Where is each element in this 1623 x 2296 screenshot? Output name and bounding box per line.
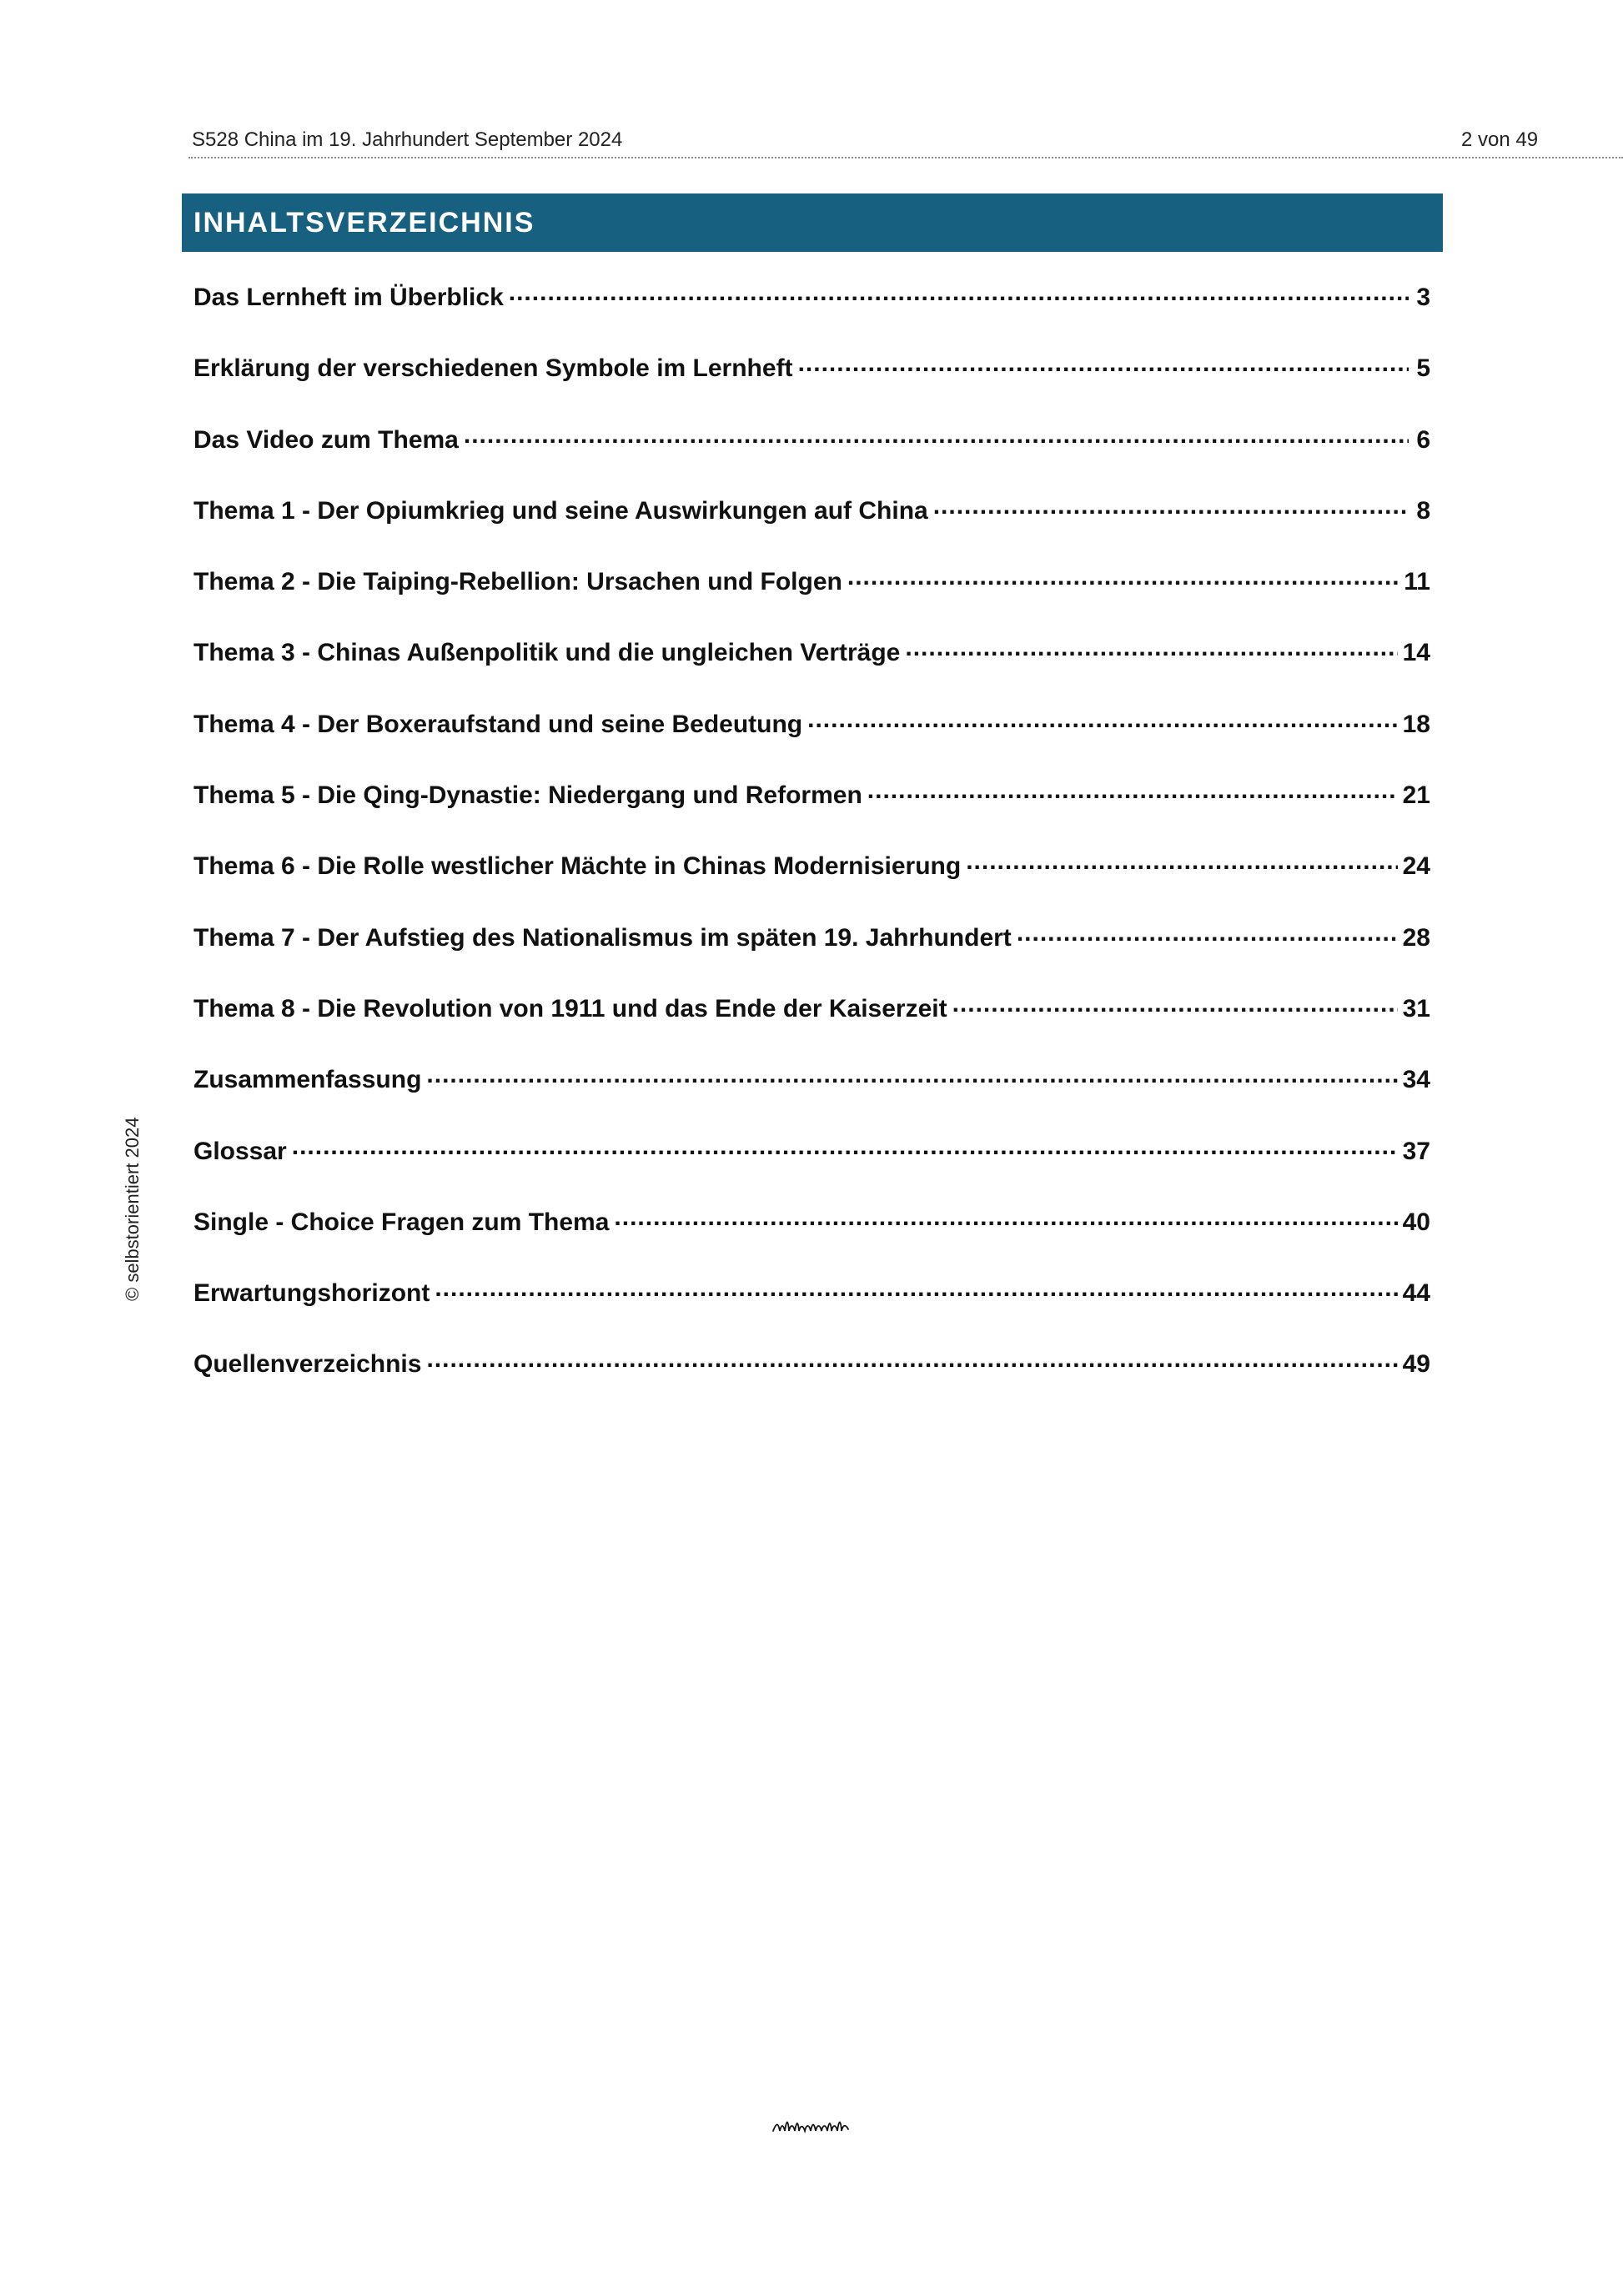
toc-entry[interactable]: [193, 1134, 1430, 1205]
toc-entry-page: 49: [1402, 1350, 1430, 1379]
page-indicator: 2 von 49: [1461, 128, 1539, 151]
dot-leader: [847, 565, 1399, 590]
copyright-notice: © selbstorientiert 2024: [122, 1117, 143, 1301]
toc-entry[interactable]: [193, 423, 1430, 494]
toc-entry[interactable]: [193, 1347, 1430, 1418]
toc-entry[interactable]: [193, 992, 1430, 1063]
toc-entry-title: Quellenverzeichnis: [193, 1350, 422, 1379]
toc-entry-page: 6: [1416, 425, 1430, 454]
toc-entry-title: Thema 5 - Die Qing-Dynastie: Niedergang und Reformen: [193, 781, 862, 810]
toc-entry-title: Thema 1 - Der Opiumkrieg und seine Auswirkungen auf China: [193, 496, 928, 525]
toc-entry-title: Erklärung der verschiedenen Symbole im Lernheft: [193, 354, 793, 383]
document-title: S528 China im 19. Jahrhundert September 2024: [192, 128, 623, 151]
toc-entry-title: Thema 8 - Die Revolution von 1911 und das Ende der Kaiserzeit: [193, 994, 947, 1022]
dot-leader: [905, 636, 1397, 661]
toc-entry-page: 5: [1416, 354, 1430, 383]
toc-entry-title: Erwartungshorizont: [193, 1279, 430, 1308]
dot-leader: [966, 849, 1397, 874]
dot-leader: [426, 1347, 1397, 1372]
toc-entry[interactable]: [193, 351, 1430, 422]
toc-entry[interactable]: [193, 921, 1430, 992]
dot-leader: [426, 1063, 1397, 1088]
toc-entry-page: 11: [1404, 568, 1430, 596]
toc-heading: INHALTSVERZEICHNIS: [193, 206, 535, 239]
toc-entry-page: 14: [1402, 639, 1430, 667]
toc-entry-page: 3: [1416, 284, 1430, 311]
toc-entry-page: 40: [1402, 1208, 1430, 1236]
toc-entry-page: 34: [1402, 1066, 1430, 1094]
dot-leader: [807, 707, 1398, 732]
toc-entry-title: Das Lernheft im Überblick: [193, 284, 504, 311]
toc-heading-bar: [182, 193, 1443, 252]
dot-leader: [952, 992, 1398, 1017]
selbstorientiert-logo: [770, 2114, 853, 2139]
toc-entry-page: 31: [1402, 994, 1430, 1022]
toc-entry-title: Thema 7 - Der Aufstieg des Nationalismus im späten 19. Jahrhundert: [193, 923, 1012, 952]
dot-leader: [509, 280, 1409, 305]
running-header: [188, 125, 1623, 158]
toc-entry-title: Single - Choice Fragen zum Thema: [193, 1208, 610, 1236]
toc-entry[interactable]: [193, 494, 1430, 565]
dot-leader: [798, 351, 1409, 376]
toc-entry-title: Zusammenfassung: [193, 1066, 422, 1094]
toc-entry[interactable]: [193, 1063, 1430, 1133]
toc-entry-page: 37: [1402, 1137, 1430, 1165]
toc-entry-page: 28: [1402, 923, 1430, 952]
toc-entry[interactable]: [193, 849, 1430, 920]
dot-leader: [1017, 921, 1398, 946]
dot-leader: [933, 494, 1409, 519]
dot-leader: [614, 1205, 1397, 1230]
toc-entry-title: Thema 4 - Der Boxeraufstand und seine Bedeutung: [193, 710, 803, 738]
toc-entry-title: Thema 6 - Die Rolle westlicher Mächte in Chinas Modernisierung: [193, 852, 962, 881]
dot-leader: [292, 1134, 1398, 1159]
toc-entry-page: 24: [1402, 852, 1430, 881]
toc-entry-title: Glossar: [193, 1137, 287, 1165]
toc-entry-title: Das Video zum Thema: [193, 425, 459, 454]
toc-entry-page: 44: [1402, 1279, 1430, 1308]
dot-leader: [435, 1276, 1397, 1301]
dot-leader: [867, 778, 1398, 803]
toc-entry[interactable]: [193, 778, 1430, 849]
toc-entry-page: 21: [1402, 781, 1430, 810]
toc-entry[interactable]: [193, 707, 1430, 778]
dot-leader: [464, 423, 1409, 448]
toc-entry-title: Thema 3 - Chinas Außenpolitik und die ungleichen Verträge: [193, 639, 901, 667]
toc-entry[interactable]: [193, 1205, 1430, 1276]
toc-entry-page: 8: [1416, 496, 1430, 525]
toc-entry[interactable]: [193, 280, 1430, 351]
toc-entry[interactable]: [193, 565, 1430, 636]
toc-entry-page: 18: [1402, 710, 1430, 738]
toc-entry-title: Thema 2 - Die Taiping-Rebellion: Ursachen und Folgen: [193, 568, 842, 596]
toc-list: [193, 280, 1430, 1419]
toc-entry[interactable]: [193, 1276, 1430, 1347]
toc-entry[interactable]: [193, 636, 1430, 706]
